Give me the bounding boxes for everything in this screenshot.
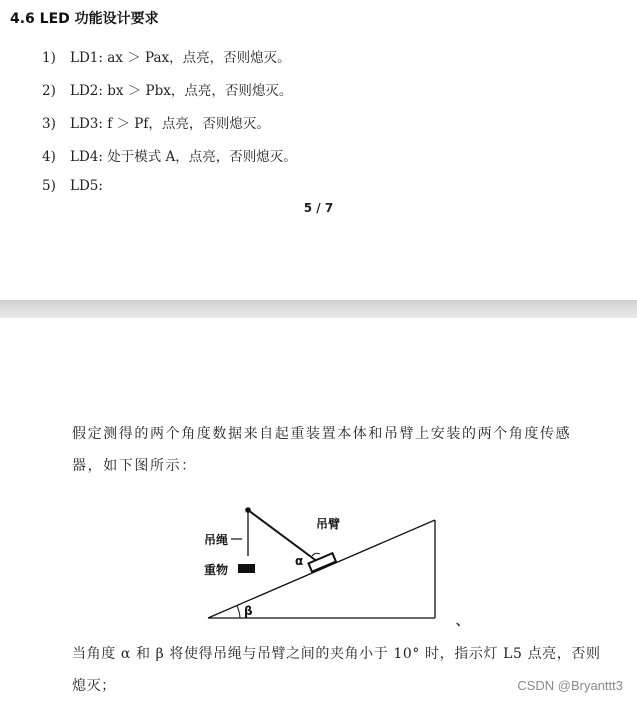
list-item-number: 4) — [42, 149, 56, 165]
watermark: CSDN @Bryanttt3 — [517, 678, 623, 693]
beta-arc — [237, 606, 240, 618]
alpha-label: α — [295, 554, 304, 568]
list-item-text: LD4: 处于模式 A，点亮，否则熄灭。 — [70, 149, 297, 165]
crane-arm — [248, 510, 318, 562]
rope-label: 吊绳 — [204, 533, 229, 547]
beta-label: β — [244, 604, 253, 618]
list-item-number: 3) — [42, 116, 56, 132]
weight-block — [238, 564, 255, 573]
list-item-number: 1) — [42, 50, 56, 66]
page-separator — [0, 300, 637, 318]
list-item — [42, 145, 297, 165]
document-page-6 — [0, 318, 637, 704]
stray-mark: 、 — [456, 614, 469, 628]
list-item-number: 5) — [42, 178, 56, 194]
list-item-text: LD2: bx ＞ Pbx，点亮，否则熄灭。 — [70, 83, 293, 99]
crane-angle-diagram — [190, 498, 480, 628]
arm-label: 吊臂 — [316, 517, 341, 531]
list-item — [42, 112, 270, 132]
list-item — [42, 178, 103, 194]
alpha-arc — [312, 553, 320, 556]
list-item — [42, 79, 292, 99]
list-item-number: 2) — [42, 83, 56, 99]
list-item — [42, 46, 291, 66]
intro-paragraph: 假定测得的两个角度数据来自起重装置本体和吊臂上安装的两个角度传感器，如下图所示： — [72, 426, 572, 474]
list-item-text: LD5: — [70, 178, 103, 194]
weight-label: 重物 — [204, 563, 229, 577]
document-page-5 — [0, 0, 637, 300]
section-heading: 4.6 LED 功能设计要求 — [10, 11, 159, 27]
list-item-text: LD3: f ＞ Pf，点亮，否则熄灭。 — [70, 116, 270, 132]
list-item-text: LD1: ax ＞ Pax，点亮，否则熄灭。 — [70, 50, 291, 66]
page-number: 5 / 7 — [303, 201, 334, 215]
condition-paragraph: 当角度 α 和 β 将使得吊绳与吊臂之间的夹角小于 10° 时，指示灯 L5 点亮，否则熄灭； — [72, 646, 601, 694]
